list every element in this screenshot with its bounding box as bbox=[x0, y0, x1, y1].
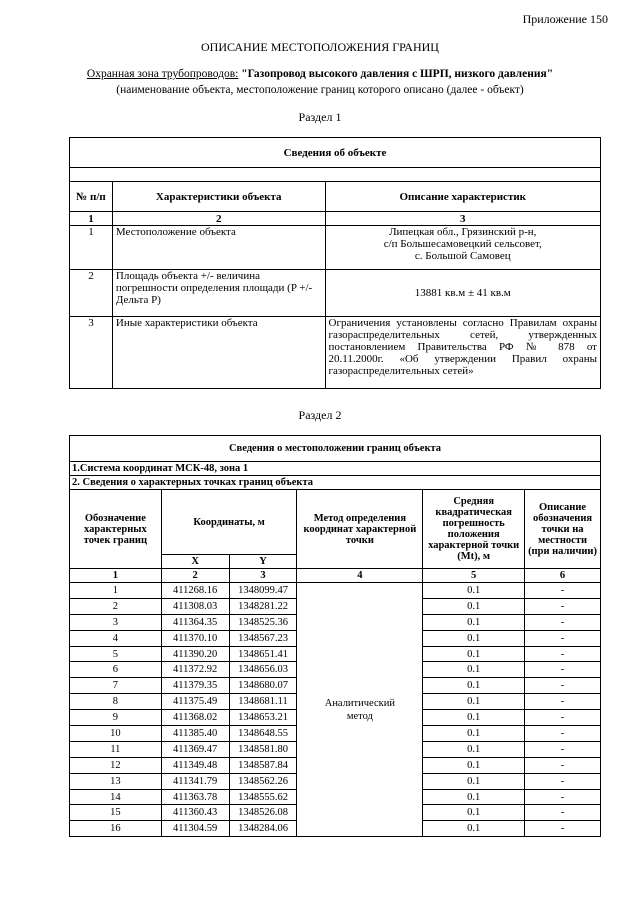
col-number: 5 bbox=[423, 569, 525, 583]
object-prefix: Охранная зона трубопроводов: bbox=[86, 68, 239, 80]
object-name: "Газопровод высокого давления с ШРП, низкого давления" bbox=[241, 68, 554, 80]
point-error: 0.1 bbox=[423, 598, 525, 614]
point-description: - bbox=[525, 630, 601, 646]
row-number: 3 bbox=[70, 317, 113, 389]
point-error: 0.1 bbox=[423, 789, 525, 805]
col-number: 4 bbox=[297, 569, 423, 583]
point-description: - bbox=[525, 694, 601, 710]
point-number: 6 bbox=[70, 662, 162, 678]
point-description: - bbox=[525, 598, 601, 614]
point-x: 411341.79 bbox=[161, 773, 229, 789]
header-num: № п/п bbox=[70, 182, 113, 212]
point-error: 0.1 bbox=[423, 821, 525, 837]
object-note: (наименование объекта, местоположение границ которого описано (далее - объект) bbox=[116, 84, 524, 96]
point-y: 1348525.36 bbox=[229, 614, 297, 630]
header-x: X bbox=[161, 555, 229, 569]
point-error: 0.1 bbox=[423, 678, 525, 694]
header-point: Обозначение характерных точек границ bbox=[70, 490, 162, 569]
point-error: 0.1 bbox=[423, 614, 525, 630]
point-y: 1348281.22 bbox=[229, 598, 297, 614]
col-number: 3 bbox=[229, 569, 297, 583]
point-description: - bbox=[525, 773, 601, 789]
point-y: 1348653.21 bbox=[229, 710, 297, 726]
point-x: 411370.10 bbox=[161, 630, 229, 646]
row-characteristic: Площадь объекта +/- величина погрешности определения площади (P +/- Дельта P) bbox=[112, 270, 325, 317]
point-number: 3 bbox=[70, 614, 162, 630]
section2-label: Раздел 2 bbox=[298, 408, 342, 422]
point-y: 1348567.23 bbox=[229, 630, 297, 646]
point-number: 15 bbox=[70, 805, 162, 821]
point-y: 1348581.80 bbox=[229, 741, 297, 757]
row-description: Ограничения установлены согласно Правилам охраны газораспределительных сетей, утвержденных постановлением Правительства РФ № 878 от 20.11.2000г. «Об утверждении Правил охраны газораспределительных сетей» bbox=[325, 317, 601, 389]
point-x: 411368.02 bbox=[161, 710, 229, 726]
point-y: 1348099.47 bbox=[229, 583, 297, 599]
point-error: 0.1 bbox=[423, 694, 525, 710]
point-number: 2 bbox=[70, 598, 162, 614]
point-description: - bbox=[525, 662, 601, 678]
point-description: - bbox=[525, 583, 601, 599]
point-description: - bbox=[525, 646, 601, 662]
point-y: 1348562.26 bbox=[229, 773, 297, 789]
section1-label: Раздел 1 bbox=[298, 110, 342, 124]
point-description: - bbox=[525, 757, 601, 773]
header-description: Описание характеристик bbox=[325, 182, 601, 212]
point-number: 1 bbox=[70, 583, 162, 599]
row-characteristic: Местоположение объекта bbox=[112, 226, 325, 270]
header-error: Средняя квадратическая погрешность положения характерной точки (Mt), м bbox=[423, 490, 525, 569]
point-y: 1348555.62 bbox=[229, 789, 297, 805]
point-description: - bbox=[525, 614, 601, 630]
row-characteristic: Иные характеристики объекта bbox=[112, 317, 325, 389]
point-x: 411304.59 bbox=[161, 821, 229, 837]
point-y: 1348680.07 bbox=[229, 678, 297, 694]
header-coordinates: Координаты, м bbox=[161, 490, 297, 555]
point-description: - bbox=[525, 821, 601, 837]
table-row bbox=[70, 583, 601, 599]
coordinate-system: 1.Система координат МСК-48, зона 1 bbox=[70, 462, 601, 476]
point-x: 411379.35 bbox=[161, 678, 229, 694]
point-number: 16 bbox=[70, 821, 162, 837]
col-number: 3 bbox=[325, 212, 601, 226]
point-number: 8 bbox=[70, 694, 162, 710]
point-y: 1348681.11 bbox=[229, 694, 297, 710]
document-title: ОПИСАНИЕ МЕСТОПОЛОЖЕНИЯ ГРАНИЦ bbox=[201, 40, 439, 54]
point-error: 0.1 bbox=[423, 630, 525, 646]
header-method: Метод определения координат характерной точки bbox=[297, 490, 423, 569]
point-description: - bbox=[525, 726, 601, 742]
col-number: 2 bbox=[161, 569, 229, 583]
point-x: 411364.35 bbox=[161, 614, 229, 630]
header-characteristics: Характеристики объекта bbox=[112, 182, 325, 212]
row-number: 1 bbox=[70, 226, 113, 270]
object-info-title: Сведения об объекте bbox=[70, 138, 601, 168]
point-number: 10 bbox=[70, 726, 162, 742]
point-y: 1348284.06 bbox=[229, 821, 297, 837]
point-x: 411369.47 bbox=[161, 741, 229, 757]
point-error: 0.1 bbox=[423, 710, 525, 726]
boundary-points-table bbox=[69, 435, 601, 837]
point-number: 9 bbox=[70, 710, 162, 726]
point-y: 1348648.55 bbox=[229, 726, 297, 742]
points-title: 2. Сведения о характерных точках границ объекта bbox=[70, 476, 601, 490]
point-number: 7 bbox=[70, 678, 162, 694]
point-number: 5 bbox=[70, 646, 162, 662]
point-x: 411372.92 bbox=[161, 662, 229, 678]
point-error: 0.1 bbox=[423, 646, 525, 662]
point-description: - bbox=[525, 789, 601, 805]
point-number: 13 bbox=[70, 773, 162, 789]
point-x: 411385.40 bbox=[161, 726, 229, 742]
point-x: 411363.78 bbox=[161, 789, 229, 805]
object-name-line bbox=[0, 68, 640, 80]
point-y: 1348651.41 bbox=[229, 646, 297, 662]
point-x: 411390.20 bbox=[161, 646, 229, 662]
point-error: 0.1 bbox=[423, 583, 525, 599]
header-point-description: Описание обозначения точки на местности (при наличии) bbox=[525, 490, 601, 569]
col-number: 1 bbox=[70, 569, 162, 583]
location-line: с. Большой Самовец bbox=[414, 250, 511, 262]
col-number: 1 bbox=[70, 212, 113, 226]
point-number: 12 bbox=[70, 757, 162, 773]
location-line: с/п Большесамовецкий сельсовет, bbox=[383, 238, 542, 250]
row-description bbox=[325, 226, 601, 270]
appendix-number: Приложение 150 bbox=[522, 12, 608, 26]
point-error: 0.1 bbox=[423, 662, 525, 678]
col-number: 2 bbox=[112, 212, 325, 226]
point-error: 0.1 bbox=[423, 773, 525, 789]
spacer-row bbox=[70, 168, 601, 182]
col-number: 6 bbox=[525, 569, 601, 583]
point-y: 1348587.84 bbox=[229, 757, 297, 773]
row-number: 2 bbox=[70, 270, 113, 317]
point-y: 1348656.03 bbox=[229, 662, 297, 678]
point-number: 14 bbox=[70, 789, 162, 805]
row-description: 13881 кв.м ± 41 кв.м bbox=[325, 270, 601, 317]
point-error: 0.1 bbox=[423, 757, 525, 773]
point-x: 411360.43 bbox=[161, 805, 229, 821]
object-info-table bbox=[69, 137, 601, 389]
point-error: 0.1 bbox=[423, 741, 525, 757]
point-description: - bbox=[525, 710, 601, 726]
header-y: Y bbox=[229, 555, 297, 569]
point-method: Аналитический метод bbox=[297, 583, 423, 837]
point-number: 11 bbox=[70, 741, 162, 757]
point-x: 411268.16 bbox=[161, 583, 229, 599]
point-error: 0.1 bbox=[423, 726, 525, 742]
point-x: 411375.49 bbox=[161, 694, 229, 710]
point-y: 1348526.08 bbox=[229, 805, 297, 821]
point-description: - bbox=[525, 741, 601, 757]
point-error: 0.1 bbox=[423, 805, 525, 821]
boundary-table-title: Сведения о местоположении границ объекта bbox=[70, 436, 601, 462]
point-x: 411349.48 bbox=[161, 757, 229, 773]
point-x: 411308.03 bbox=[161, 598, 229, 614]
point-description: - bbox=[525, 678, 601, 694]
location-line: Липецкая обл., Грязинский р-н, bbox=[389, 226, 537, 238]
point-description: - bbox=[525, 805, 601, 821]
point-number: 4 bbox=[70, 630, 162, 646]
